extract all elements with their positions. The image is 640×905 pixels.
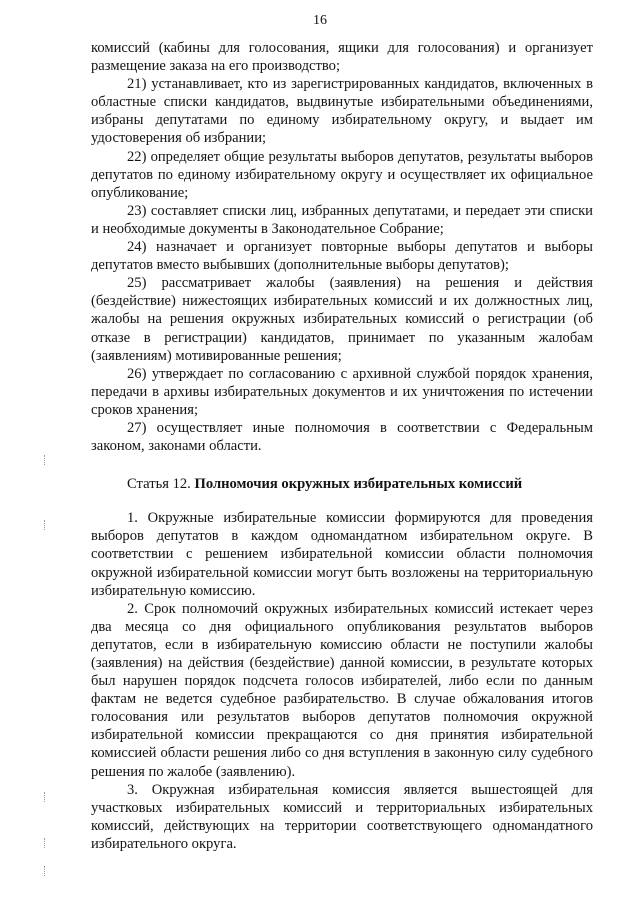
list-item-24: 24) назначает и организует повторные выборы депутатов и выборы депутатов вместо выбывших (дополнительные выборы депутатов); [91,239,593,274]
list-item-23: 23) составляет списки лиц, избранных депутатами, и передает эти списки и необходимые документы в Законодательное Собрание; [91,202,593,237]
margin-mark [44,792,47,802]
margin-mark [44,838,47,848]
article-label: Статья 12. [127,476,195,493]
article-title: Полномочия окружных избирательных комиссий [194,476,523,493]
list-item-21: 21) устанавливает, кто из зарегистрированных кандидатов, включенных в областные списки кандидатов, выдвинутые избирательными объединениями, избраны депутатами по единому избирательному округу, и выдает им удостоверения об избрании; [91,76,593,147]
list-item-26: 26) утверждает по согласованию с архивной службой порядок хранения, передачи в архивы избирательных документов и их уничтожения по истечении сроков хранения; [91,365,593,418]
margin-mark [44,455,47,465]
article-heading [91,475,593,493]
document-body [91,39,593,853]
list-item-22: 22) определяет общие результаты выборов депутатов, результаты выборов депутатов по единому избирательному округу и осуществляет их официальное опубликование; [91,148,593,201]
clause-2: 2. Срок полномочий окружных избирательных комиссий истекает через два месяца со дня официального опубликования результатов выборов депутатов, если в избирательную комиссию области не поступили жалобы (заявления) на действия (бездействие) данной комиссии, в результате которых был нарушен порядок подсчета голосов избирателей, либо если по данным фактам не ведется судебное разбирательство. В случае обжалования итогов голосования или результатов выборов депутатов полномочия окружной избирательной комиссии прекращаются со дня принятия избирательной комиссией области решения либо со дня вступления в законную силу судебного решения по жалобе (заявлению). [91,600,593,780]
margin-mark [44,866,47,876]
page-number: 16 [313,13,327,28]
clause-3: 3. Окружная избирательная комиссия является вышестоящей для участковых избирательных комиссий и территориальных избирательных комиссий, действующих на территории соответствующего одномандатного избирательного округа. [91,781,593,852]
list-item-25: 25) рассматривает жалобы (заявления) на решения и действия (бездействие) нижестоящих избирательных комиссий и их должностных лиц, жалобы на решения окружных избирательных комиссий о регистрации (об отказе в регистрации) кандидатов, принимает по указанным жалобам (заявлениям) мотивированные решения; [91,275,593,364]
margin-mark [44,520,47,530]
paragraph-continuation: комиссий (кабины для голосования, ящики для голосования) и организует размещение заказа на его производство; [91,40,593,75]
clause-1: 1. Окружные избирательные комиссии формируются для проведения выборов депутатов в каждом одномандатном избирательном округе. В соответствии с решением избирательной комиссии области полномочия окружной избирательной комиссии могут быть возложены на территориальную избирательную комиссию. [91,510,593,599]
list-item-27: 27) осуществляет иные полномочия в соответствии с Федеральным законом, законами области. [91,419,593,455]
